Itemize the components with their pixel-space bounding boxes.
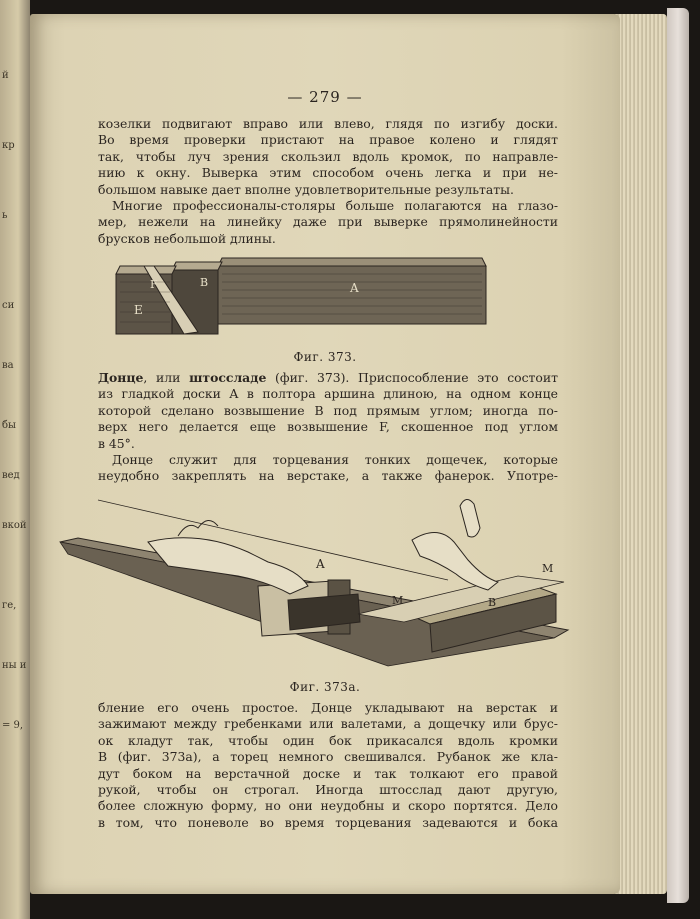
left-page-fragment: й [2,70,9,81]
term-connector: , или [143,370,181,385]
text-line: в том, что поневоле во время торцевания задеваются и бока [98,814,558,830]
book-cover-edge [667,8,689,903]
figure-373a-illustration [58,490,578,670]
paragraph-5 [98,700,558,831]
text-line: большом навыке дает вполне удовлетворительные результаты. [98,181,514,197]
text-line: мер, нежели на линейку даже при выверке прямолинейности [98,214,558,230]
figure-373-caption: Фиг. 373. [293,350,357,364]
text-line: B (фиг. 373а), а торец немного свешивался. Рубанок же кла- [98,749,558,765]
left-page-fragment: вед [2,470,20,481]
text-line: из гладкой доски A в полтора аршина длиною, на одном конце [98,386,558,402]
text-line: так, чтобы луч зрения скользил вдоль кромок, по направле- [98,148,558,164]
text-fragment: (фиг. 373). Приспособление это состоит [266,370,558,385]
paragraph-4 [98,452,558,485]
figure-label-m: M [392,594,404,607]
term-shtossladeh: штоссладе [189,370,267,385]
left-page-fragment: = 9, [2,720,24,731]
text-line: брусков небольшой длины. [98,230,276,246]
paragraph-2 [98,198,558,247]
text-line: Многие профессионалы-столяры больше полагаются на глазо- [112,198,558,213]
figure-label-a: A [350,281,359,295]
figure-label-m: M [542,562,554,575]
text-line: Донце служит для торцевания тонких дощечек, которые [112,452,558,467]
left-page-fragment: ь [2,210,8,221]
figure-label-b: B [488,596,497,609]
page-number: — 279 — [287,88,363,106]
left-page-fragment: ны и [2,660,27,671]
left-page-fragment: си [2,300,15,311]
figure-373-illustration [110,252,500,342]
term-dontse: Донце [98,370,144,385]
book-page [30,14,620,894]
text-line: дут боком на верстачной доске и так толкают его правой [98,765,558,781]
previous-page-edge [0,0,30,919]
figure-label-a: A [316,557,325,571]
text-line: верх него делается еще возвышение F, скошенное под углом [98,419,558,435]
text-line: зажимают между гребенками или валетами, а дощечку или брус- [98,716,558,732]
text-line: неудобно закреплять на верстаке, а также фанерок. Употре- [98,468,558,484]
text-line: рукой, чтобы он строгал. Иногда штосслад дают другую, [98,782,558,798]
text-line: Во время проверки пристают на правое колено и глядят [98,132,558,148]
paragraph-3 [98,370,558,452]
text-line: в 45°. [98,435,135,451]
figure-label-e: E [134,303,143,317]
figure-label-f: F [150,278,158,291]
page-stack-edges [615,14,667,894]
text-line: бление его очень простое. Донце укладывают на верстак и [98,700,558,715]
figure-label-b: B [200,276,209,289]
figure-373a-caption: Фиг. 373а. [289,680,361,694]
left-page-fragment: ге, [2,600,17,611]
text-line: более сложную форму, но они неудобны и скоро портятся. Дело [98,798,558,814]
text-line: ок кладут так, чтобы один бок прикасался вдоль кромки [98,732,558,748]
left-page-fragment: кр [2,140,15,151]
text-line [98,370,558,386]
left-page-fragment: вкой [2,520,27,531]
text-line: козелки подвигают вправо или влево, глядя по изгибу доски. [98,116,558,131]
left-page-fragment: ва [2,360,14,371]
left-page-fragment: бы [2,420,16,431]
text-line: которой сделано возвышение B под прямым углом; иногда по- [98,402,558,418]
paragraph-1 [98,116,558,198]
text-line: нию к окну. Выверка этим способом очень легка и при не- [98,165,558,181]
